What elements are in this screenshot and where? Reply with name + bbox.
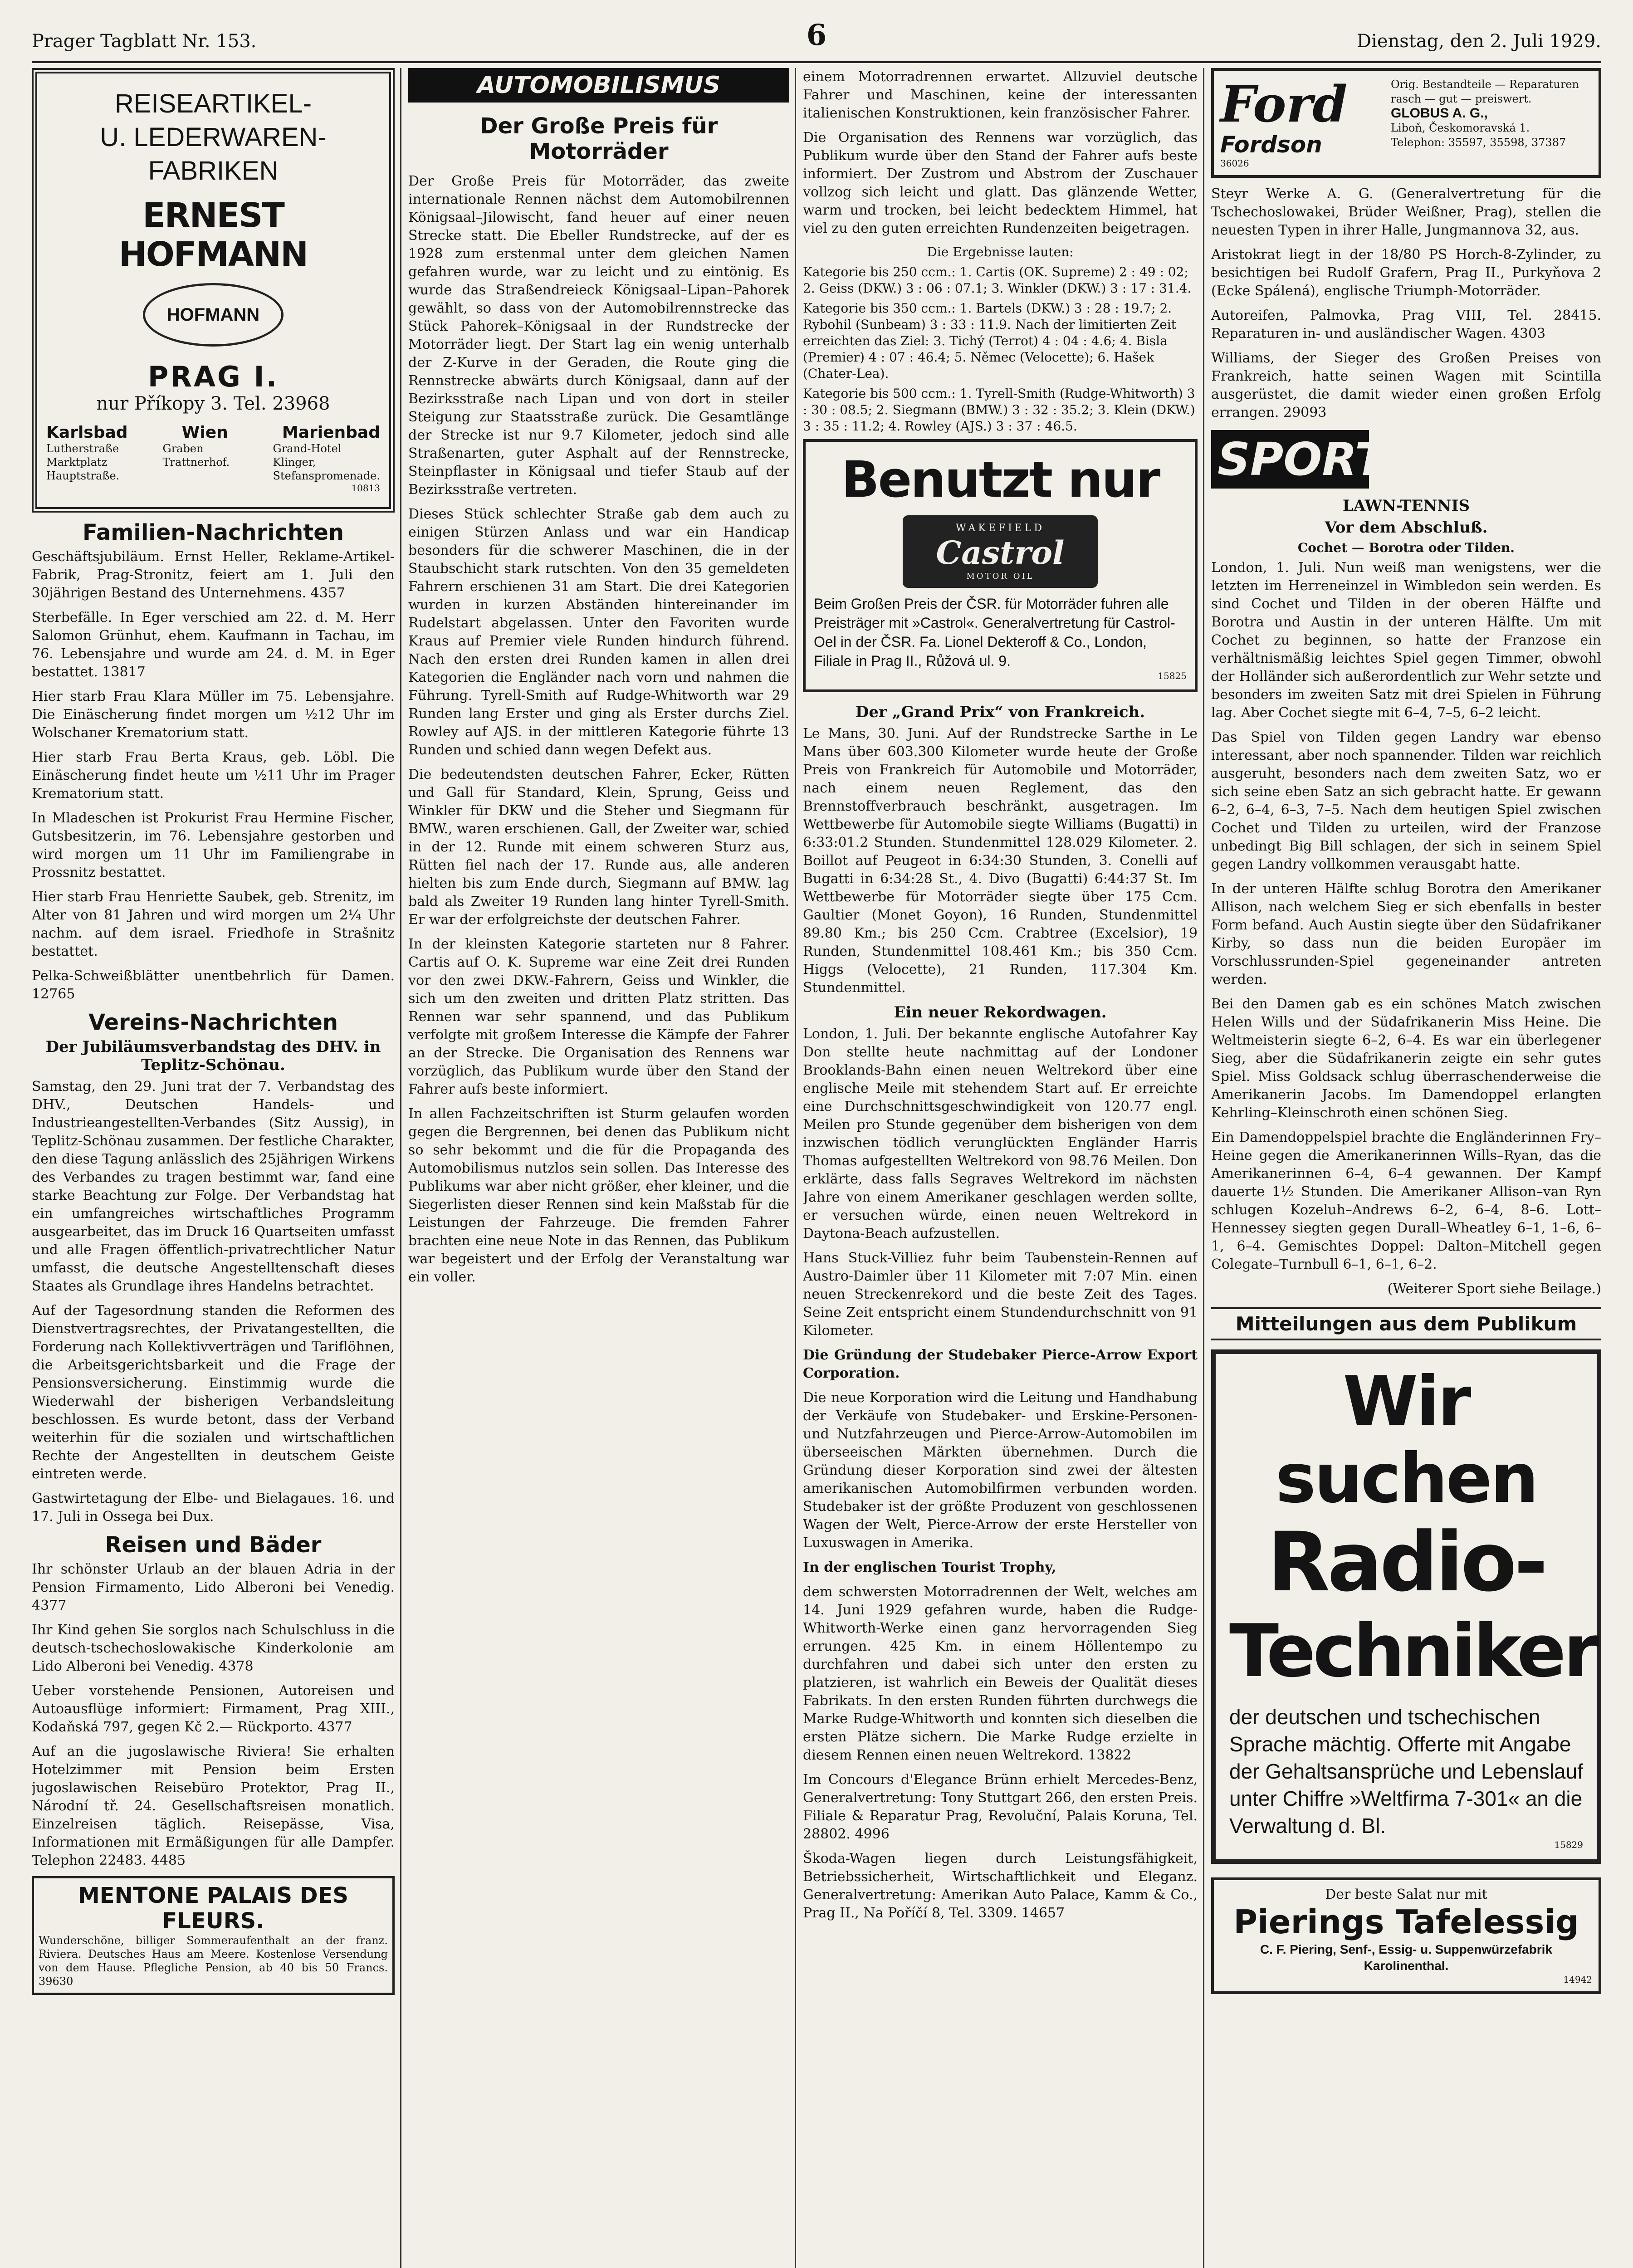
ad-number: 14942 xyxy=(1563,1974,1592,1985)
notice: Ihr Kind gehen Sie sorglos nach Schulschluss in die deutsch-tschechoslowakische Kinderkolonie am Lido Alberoni bei Venedig. 4378 xyxy=(32,1622,395,1674)
radio-techniker-ad xyxy=(1211,1349,1601,1864)
issue-date: Dienstag, den 2. Juli 1929. xyxy=(1356,31,1601,52)
city: Marienbad xyxy=(282,423,380,442)
article-subheadline: Cochet — Borotra oder Tilden. xyxy=(1297,540,1515,555)
ad-number: 15825 xyxy=(1158,670,1187,681)
place: Hauptstraße. xyxy=(46,469,120,482)
sport-category: LAWN-TENNIS xyxy=(1342,497,1470,515)
mentone-ad xyxy=(32,1876,395,1995)
article-paragraph: Ein Damendoppelspiel brachte die Engländerinnen Fry–Heine gegen die Amerikanerinnen Wills–Ryan, das die Amerikanerinnen 6–4, 6–4 gewannen. Der Kampf dauerte 1½ Stunden. Die Amerikaner Allison–van Ryn schlugen Kozeluh–Andrews 6–2, 6–4, 8–6. Lott–Hennessey siegten gegen Durall–Wheatley 6–1, 1–6, 6–1, 6–4. Gemischtes Doppel: Dalton–Mitchell gegen Colegate–Turnbull 6–1, 6–1, 6–2. xyxy=(1211,1129,1601,1272)
section-heading: Familien-Nachrichten xyxy=(83,520,344,545)
section-heading: Vereins-Nachrichten xyxy=(88,1010,338,1035)
ad-text: der deutschen und tschechischen Sprache mächtig. Offerte mit Angabe der Gehaltsansprüche und Lebenslauf unter Chiffre »Weltfirma 7-301« an die Verwaltung d. Bl. xyxy=(1229,1705,1584,1838)
notice: Sterbefälle. In Eger verschied am 22. d. M. Herr Salomon Grünhut, ehem. Kaufmann in Tachau, im 76. Lebensjahre und wurde am 24. d. M. in Eger bestattet. 13817 xyxy=(32,610,395,680)
ad-address: nur Příkopy 3. Tel. 23968 xyxy=(96,393,330,414)
article-headline: Ein neuer Rekordwagen. xyxy=(894,1003,1107,1022)
article-paragraph: In der unteren Hälfte schlug Borotra den Amerikaner Allison, nach welchem Sieg er sich ebenfalls in bester Form befand. Auch Austin siegte über den Südafrikaner Kirby, so dass nun die beiden Europäer im Vorschlussrunden-Spiel gegeneinander antreten werden. xyxy=(1211,881,1601,987)
section-heading: Mitteilungen aus dem Publikum xyxy=(1211,1307,1601,1340)
result-line: Kategorie bis 350 ccm.: 1. Bartels (DKW.) 3 : 28 : 19.7; 2. Rybohil (Sunbeam) 3 : 33 : 11.9. Nach der limitierten Zeit erreichten das Ziel: 3. Tichý (Terrot) 4 : 04 : 4.6; 4. Bisla (Premier) 4 : 07 : 46.4; 5. Němec (Velocette); 6. Hašek (Chater-Lea). xyxy=(803,301,1176,381)
place: Graben xyxy=(162,442,204,455)
masthead-left: Prager Tagblatt Nr. 153. xyxy=(32,31,257,52)
place: Trattnerhof. xyxy=(162,456,230,469)
article-headline: In der englischen Tourist Trophy, xyxy=(803,1559,1056,1575)
article-paragraph: Auf der Tagesordnung standen die Reformen des Dienstvertragsrechtes, der Privatangestellten, die Forderung nach Kollektivverträgen und Tariflöhnen, die Arbeitsgerichtsbarkeit und die Frage der Pensionsversicherung. Einstimmig wurde die Wiederwahl der bisherigen Verbandsleitung beschlossen. Es wurde betont, dass der Verband weiterhin für die sozialen und wirtschaftlichen Rechte der Angestellten in deutschem Geiste eintreten werde. xyxy=(32,1303,395,1482)
article-headline: Vor dem Abschluß. xyxy=(1325,518,1488,537)
ad-text: Beim Großen Preis der ČSR. für Motorräder fuhren alle Preisträger mit »Castrol«. Generalvertretung für Castrol-Oel in der ČSR. Fa. Lionel Dekteroff & Co., London, Filiale in Prag II., Růžová ul. 9. xyxy=(814,596,1175,669)
ford-logo-icon xyxy=(1220,77,1384,169)
notice: Ueber vorstehende Pensionen, Autoreisen und Autoausflüge informiert: Firmament, Prag XIII., Kodaňská 797, gegen Kč 2.— Rückporto. 4377 xyxy=(32,1683,395,1735)
ad-address: Liboň, Českomoravská 1. xyxy=(1391,122,1530,134)
ad-places xyxy=(46,442,380,483)
article-paragraph: Das Spiel von Tilden gegen Landry war ebenso interessant, aber noch spannender. Tilden war reichlich ausgeruht, besonders nach dem zweiten Satz, wo er sich seine eben Satz an sich gebracht hatte. Er gewann 6–2, 6–4, 6–3, 7–5. Nach dem heutigen Spiel zwischen Cochet und Tilden zu urteilen, wird der Franzose unbedingt Big Bill schlagen, der sich in seinem Spiel gegen Landry vollkommen verausgabt hatte. xyxy=(1211,729,1601,872)
ad-headline: Benutzt nur xyxy=(841,450,1159,508)
column-3 xyxy=(803,68,1198,2268)
castrol-logo-icon xyxy=(903,515,1098,588)
result-line: Kategorie bis 500 ccm.: 1. Tyrell-Smith (Rudge-Whitworth) 3 : 30 : 08.5; 2. Siegmann (BMW.) 3 : 32 : 35.2; 3. Klein (DKW.) 3 : 35 : 11.2; 4. Rowley (AJS.) 3 : 37 : 46.5. xyxy=(803,386,1195,434)
ad-headline: Techniker xyxy=(1229,1608,1597,1693)
column-4 xyxy=(1211,68,1601,2268)
ad-number: 10813 xyxy=(351,483,380,494)
column-rule xyxy=(795,68,796,2268)
notice: Im Concours d'Elegance Brünn erhielt Mercedes-Benz, Generalvertretung: Tony Stuttgart 266, den ersten Preis. Filiale & Reparatur Prag, Revoluční, Palais Koruna, Tel. 28802. 4996 xyxy=(803,1772,1198,1842)
article-note: (Weiterer Sport siehe Beilage.) xyxy=(1387,1281,1601,1297)
ad-line: REISEARTIKEL- xyxy=(114,89,312,118)
ad-text: C. F. Piering, Senf-, Essig- u. Suppenwürzefabrik Karolinenthal. xyxy=(1260,1942,1553,1973)
page-number: 6 xyxy=(806,18,827,52)
notice: Hier starb Frau Berta Kraus, geb. Löbl. Die Einäscherung findet heute um ½11 Uhr im Prager Krematorium statt. xyxy=(32,749,395,802)
notice: Hier starb Frau Henriette Saubek, geb. Strenitz, im Alter von 81 Jahren und wird morgen um 2¼ Uhr nachm. auf dem israel. Friedhofe in Strašnitz bestattet. xyxy=(32,889,395,959)
ad-headline: Wir suchen xyxy=(1275,1362,1537,1518)
column-rule xyxy=(1203,68,1204,2268)
article-paragraph: Le Mans, 30. Juni. Auf der Rundstrecke Sarthe in Le Mans über 603.300 Kilometer wurde heute der Große Preis von Frankreich für Automobile und Motorräder, nach einem neuen Reglement, das den Brennstoffverbrauch beschränkt, ausgetragen. Im Wettbewerbe für Automobile siegte Williams (Bugatti) in 6:33:01.2 Stunden. Stundenmittel 128.029 Kilometer. 2. Boillot auf Peugeot in 6:34:30 Stunden, 3. Conelli auf Bugatti in 6:34:28 St., 4. Divo (Bugatti) 6:44:37 St. Im Wettbewerbe für Motorräder siegte über 175 Ccm. Gaultier (Monet Goyon), 16 Runden, Stundenmittel 89.80 Km.; bis 250 Ccm. Crabtree (Excelsior), 19 Runden, Stundenmittel 108.461 Km.; bis 350 Ccm. Higgs (Velocette), 21 Runden, 117.304 Km. Stundenmittel. xyxy=(803,726,1198,996)
race-results xyxy=(803,244,1198,435)
article-paragraph: London, 1. Juli. Nun weiß man wenigstens, wer die letzten im Herreneinzel in Wimbledon sein werden. Es sind Cochet und Tilden in der oberen Hälfte und Borotra und Austin in der unteren Hälfte. Um mit Cochet zu beginnen, so hatte der Franzose ein verhältnismäßig leichtes Spiel gegen Timmer, obwohl der Holländer sich außerordentlich zur Wehr setzte und besonders im zweiten Satz mit drei Spielen in Führung lag. Aber Cochet siegte mit 6–4, 7–5, 6–2 leicht. xyxy=(1211,560,1601,721)
place: Klinger, xyxy=(273,456,316,469)
column-1 xyxy=(32,68,395,2268)
logo-brand: Castrol xyxy=(936,533,1065,572)
ad-info xyxy=(1391,77,1592,169)
ad-company: ERNEST HOFMANN xyxy=(118,196,308,274)
article-headline: Der Jubiläumsverbandstag des DHV. in Teplitz-Schönau. xyxy=(45,1038,381,1074)
section-heading: Reisen und Bäder xyxy=(105,1532,322,1558)
article-paragraph: Der Große Preis für Motorräder, das zweite internationale Rennen nächst dem Automobilrennen Königsaal–Jilowischt, fand heuer auf einer neuen Strecke statt. Die Ebeller Rundstrecke, auf der es 1928 zum erstenmal unter dem gleichen Namen gefahren wurde, war zu leicht und zu eintönig. Es wurde das Straßendreieck Königsaal–Lipan–Pahorek gewählt, so dass von der Automobilrennstrecke das Stück Pahorek–Königsaal in der Rundstrecke der Motorräder liegt. Der Start lag ein wenig unterhalb der Z-Kurve in der Geraden, die Route ging die Rennstrecke abwärts durch Königsaal, dann auf der Bezirksstraße nach Lipan und von dort in steiler Steigung zur Staatsstraße zurück. Die Gesamtlänge der Strecke ist nur 9.7 Kilometer, jedoch sind alle Straßenarten, guter Asphalt auf der Rennstrecke, Steinpflaster in Königsaal und tiefer Staub auf der Bezirksstraße vertreten. xyxy=(408,173,789,498)
city: Karlsbad xyxy=(46,423,128,442)
ford-ad xyxy=(1211,68,1601,178)
castrol-ad xyxy=(803,439,1198,692)
place: Grand-Hotel xyxy=(273,442,342,455)
notice: Williams, der Sieger des Großen Preises von Frankreich, hatte seinen Wagen mit Scintilla ausgerüstet, die damit wieder einen großen Erfolg errangen. 29093 xyxy=(1211,350,1601,420)
logo-text: HOFMANN xyxy=(166,304,260,325)
ad-phone: Telephon: 35597, 35598, 37387 xyxy=(1391,136,1566,149)
notice: Pelka-Schweißblätter unentbehrlich für Damen. 12765 xyxy=(32,968,395,1002)
article-paragraph: Dieses Stück schlechter Straße gab dem auch zu einigen Stürzen Anlass und war ein Handicap besonders für die schwerer Maschinen, die in der Staubschicht stark rutschten. Von den 35 gemeldeten Fahrern erschienen 31 am Start. Die drei Kategorien wurden in kurzen Abständen hintereinander im Rudelstart abgelassen. Unter den Favoriten wurde Kraus auf Premier viele Runden hindurch führend. Nach den ersten drei Runden kamen in allen drei Kategorien die Engländer nach vorn und nahmen die Führung. Tyrell-Smith auf Rudge-Whitworth war 29 Runden lang Erster und ging als Erster durchs Ziel. Rowley auf AJS. in der mittleren Kategorie führte 13 Runden und schied dann wegen Defekt aus. xyxy=(408,506,789,758)
article-paragraph: Hans Stuck-Villiez fuhr beim Taubenstein-Rennen auf Austro-Daimler über 11 Kilometer mit 7:07 Min. einen neuen Streckenrekord und die beste Zeit des Tages. Seine Zeit entspricht einem Stundendurchschnitt von 91 Kilometer. xyxy=(803,1250,1198,1339)
place: Marktplatz xyxy=(46,456,108,469)
logo-sub: Fordson xyxy=(1220,132,1322,158)
hofmann-logo-icon xyxy=(143,283,284,347)
section-banner: SPORT xyxy=(1211,430,1369,489)
results-heading: Die Ergebnisse lauten: xyxy=(927,244,1074,259)
article-paragraph: Die neue Korporation wird die Leitung und Handhabung der Verkäufe von Studebaker- und Erskine-Personen- und Nutzfahrzeugen und Pierce-Arrow-Automobilen im überseeischen Märkten übernehmen. Durch die Gründung dieser Korporation sind zwei der ältesten amerikanischen Automobilfirmen verbunden worden. Studebaker ist der größte Produzent von geschlossenen Wagen der Welt, Pierce-Arrow der erste Hersteller von Luxuswagen in Amerika. xyxy=(803,1390,1198,1551)
article-paragraph: dem schwersten Motorradrennen der Welt, welches am 14. Juni 1929 gefahren wurde, haben die Rudge-Whitworth-Werke einen ganz hervorragenden Sieg errungen. 425 Km. in einem Höllentempo zu durchfahren und dabei sich unter den ersten zu platzieren, ist wahrlich ein Beweis der Qualität dieses Fabrikats. In den ersten Runden führten durchwegs die Marke Rudge-Whitworth und konnten sich dieselben die ersten Plätze sichern. Die Marke Rudge erzielte in diesem Rennen einen neuen Weltrekord. 13822 xyxy=(803,1584,1198,1763)
ad-headline: Pierings Tafelessig xyxy=(1233,1903,1579,1941)
notice: Autoreifen, Palmovka, Prag VIII, Tel. 28415. Reparaturen in- und ausländischer Wagen. 4303 xyxy=(1211,308,1601,342)
notice: Ihr schönster Urlaub an der blauen Adria in der Pension Firmamento, Lido Alberoni bei Venedig. 4377 xyxy=(32,1561,395,1613)
article-paragraph: Die Organisation des Rennens war vorzüglich, das Publikum wurde über den Stand der Fahrer aufs beste informiert. Der Zustrom und Abstrom der Zuschauer vollzog sich leicht und glatt. Das glänzende Wetter, warm und trocken, bei leicht bedecktem Himmel, hat viel zu den guten erreichten Rundenzeiten beigetragen. xyxy=(803,130,1198,236)
notice: Geschäftsjubiläum. Ernst Heller, Reklame-Artikel-Fabrik, Prag-Stronitz, feiert am 1. Juli den 30jährigen Bestand des Unternehmens. 4357 xyxy=(32,549,395,601)
ad-line: U. LEDERWAREN- xyxy=(100,122,327,152)
column-rule xyxy=(400,68,401,2268)
article-paragraph: Gastwirtetagung der Elbe- und Bielagaues. 16. und 17. Juli in Ossega bei Dux. xyxy=(32,1491,395,1525)
ad-text: Der beste Salat nur mit xyxy=(1325,1887,1487,1902)
notice: Aristokrat liegt in der 18/80 PS Horch-8-Zylinder, zu besichtigen bei Rudolf Grafern, Prag II., Purkyňova 2 (Ecke Spálená), englische Triumph-Motorräder. xyxy=(1211,247,1601,299)
logo-bottom: MOTOR OIL xyxy=(966,571,1034,581)
article-paragraph: Bei den Damen gab es ein schönes Match zwischen Helen Wills und der Südafrikanerin Miss Heine. Die Weltmeisterin siegte 6–2, 6–4. Es war ein überlegener Sieg, aber die Südafrikanerin zeigte ein sehr gutes Spiel. Miss Goldsack schlug überraschenderweise die Amerikanerin Jacobs. Im Damendoppel erlangten Kehrling–Kleinschroth einen schönen Sieg. xyxy=(1211,996,1601,1121)
result-line: Kategorie bis 250 ccm.: 1. Cartis (OK. Supreme) 2 : 49 : 02; 2. Geiss (DKW.) 3 : 06 : 07.1; 3. Winkler (DKW.) 3 : 17 : 31.4. xyxy=(803,264,1192,296)
section-banner: AUTOMOBILISMUS xyxy=(408,68,789,103)
article-headline: Der Große Preis für Motorräder xyxy=(479,113,718,164)
ad-line: FABRIKEN xyxy=(148,156,279,186)
piering-ad xyxy=(1211,1877,1601,1994)
ad-city: PRAG I. xyxy=(147,360,279,393)
notice: In Mladeschen ist Prokurist Frau Hermine Fischer, Gutsbesitzerin, im 76. Lebensjahre gestorben und wird morgen um 11 Uhr im Familiengrabe in Prossnitz bestattet. xyxy=(32,810,395,880)
ad-title: MENTONE PALAIS DES FLEURS. xyxy=(78,1883,348,1934)
city: Wien xyxy=(181,423,228,442)
ad-company: GLOBUS A. G., xyxy=(1391,106,1488,121)
ad-text: Orig. Bestandteile — Reparaturen rasch — gut — preiswert. xyxy=(1391,78,1579,105)
notice: Škoda-Wagen liegen durch Leistungsfähigkeit, Betriebssicherheit, Wirtschaftlichkeit und Eleganz. Generalvertretung: Amerikan Auto Palace, Kamm & Co., Prag II., Na Poříčí 8, Tel. 3309. 14657 xyxy=(803,1851,1198,1921)
place: Stefanspromenade. xyxy=(273,469,380,482)
notice: Steyr Werke A. G. (Generalvertretung für die Tschechoslowakei, Brüder Weißner, Prag), stellen die neuesten Typen in ihrer Halle, Jungmannova 32, aus. xyxy=(1211,186,1601,238)
hofmann-ad xyxy=(32,68,395,513)
ad-cities xyxy=(46,423,380,442)
article-headline: Die Gründung der Studebaker Pierce-Arrow Export Corporation. xyxy=(803,1347,1198,1381)
ad-number: 15829 xyxy=(1554,1839,1583,1850)
column-2 xyxy=(408,68,789,2268)
article-paragraph: einem Motorradrennen erwartet. Allzuviel deutsche Fahrer und Maschinen, keine der interessanten italienischen Konstruktionen, kein französischer Fahrer. xyxy=(803,69,1198,121)
article-paragraph: London, 1. Juli. Der bekannte englische Autofahrer Kay Don stellte heute nachmittag auf der Londoner Brooklands-Bahn einen neuen Weltrekord über eine englische Meile mit stehendem Start auf. Er erreichte eine Durchschnittsgeschwindigkeit von 120.77 engl. Meilen pro Stunde gegenüber dem bisherigen von dem inzwischen tödlich verunglückten Engländer Harris Thomas aufgestellten Weltrekord von 98.76 Meilen. Don erklärte, dass falls Segraves Weltrekord im nächsten Jahre von einem Amerikaner geschlagen werden sollte, er versuchen würde, einen neuen Weltrekord in Daytona-Beach aufzustellen. xyxy=(803,1026,1198,1242)
logo-brand: Ford xyxy=(1220,75,1348,133)
place: Lutherstraße xyxy=(46,442,119,455)
ad-text: Wunderschöne, billiger Sommeraufenthalt an der franz. Riviera. Deutsches Haus am Meere. Kostenlose Versendung von dem Hause. Pflegliche Pension, ab 40 bis 50 Francs. 39630 xyxy=(39,1934,388,1988)
article-paragraph: Samstag, den 29. Juni trat der 7. Verbandstag des DHV., Deutschen Handels- und Industrieangestellten-Verbandes (Sitz Aussig), in Teplitz-Schönau zusammen. Der festliche Charakter, den diese Tagung anlässlich des 25jährigen Wirkens des Verbandes zu tragen bestimmt war, fand eine starke Beachtung zur Folge. Der Verbandstag hat ein umfangreiches wirtschaftliches Programm ausgearbeitet, das im Druck 16 Quartseiten umfasst und alle Fragen öffentlich-privatrechtlicher Natur umfasst, die deutsche Angestelltenschaft dieses Staates als Grundlage ihres Handelns betrachtet. xyxy=(32,1079,395,1294)
notice: Hier starb Frau Klara Müller im 75. Lebensjahre. Die Einäscherung findet morgen um ½12 Uhr im Wolschaner Krematorium statt. xyxy=(32,689,395,741)
page-header xyxy=(32,18,1601,63)
article-paragraph: In der kleinsten Kategorie starteten nur 8 Fahrer. Cartis auf O. K. Supreme war eine Zeit drei Runden vor den zwei DKW.-Fahrern, Geiss und Winkler, die sich um den zweiten und dritten Platz stritten. Das Rennen war sehr spannend, und das Publikum verfolgte mit großem Interesse die Kämpfe der Fahrer an der Strecke. Die Organisation des Rennens war vorzüglich, das Publikum wurde über den Stand der Fahrer aufs beste informiert. xyxy=(408,936,789,1097)
article-headline: Der „Grand Prix“ von Frankreich. xyxy=(855,703,1145,721)
logo-top: WAKEFIELD xyxy=(955,522,1045,534)
article-paragraph: In allen Fachzeitschriften ist Sturm gelaufen worden gegen die Bergrennen, bei denen das Publikum nicht so sehr bekommt und die für die Propaganda des Automobilismus nutzlos sein sollen. Das Interesse des Publikums war aber nicht größer, eher kleiner, und die Siegerlisten dieser Rennen sind kein Maßstab für die Leistungen der Fahrzeuge. Die fremden Fahrer brachten eine neue Note in das Rennen, das Publikum war begeistert und der Erfolg der Veranstaltung war ein voller. xyxy=(408,1106,789,1285)
article-paragraph: Die bedeutendsten deutschen Fahrer, Ecker, Rütten und Gall für Standard, Klein, Sprung, Geiss und Winkler für DKW und die Steher und Siegmann für BMW., waren erschienen. Gall, der Zweiter war, schied in der 12. Runde mit einem schweren Sturz aus, Rütten fiel nach der 17. Runde aus, alle anderen hielten bis zum Ende durch, Siegmann auf BMW. lag bald als Zweiter 19 Runden lang hinter Tyrell-Smith. Er war der erfolgreichste der deutschen Fahrer. xyxy=(408,767,789,928)
notice: Auf an die jugoslawische Riviera! Sie erhalten Hotelzimmer mit Pension beim Ersten jugoslawischen Reisebüro Protektor, Prag II., Národní tř. 24. Gesellschaftsreisen monatlich. Einzelreisen täglich. Reisepässe, Visa, Informationen mit Ermäßigungen für alle Dampfer. Telephon 22483. 4485 xyxy=(32,1744,395,1868)
ad-headline: Radio- xyxy=(1267,1515,1545,1610)
ad-number: 36026 xyxy=(1220,158,1249,169)
